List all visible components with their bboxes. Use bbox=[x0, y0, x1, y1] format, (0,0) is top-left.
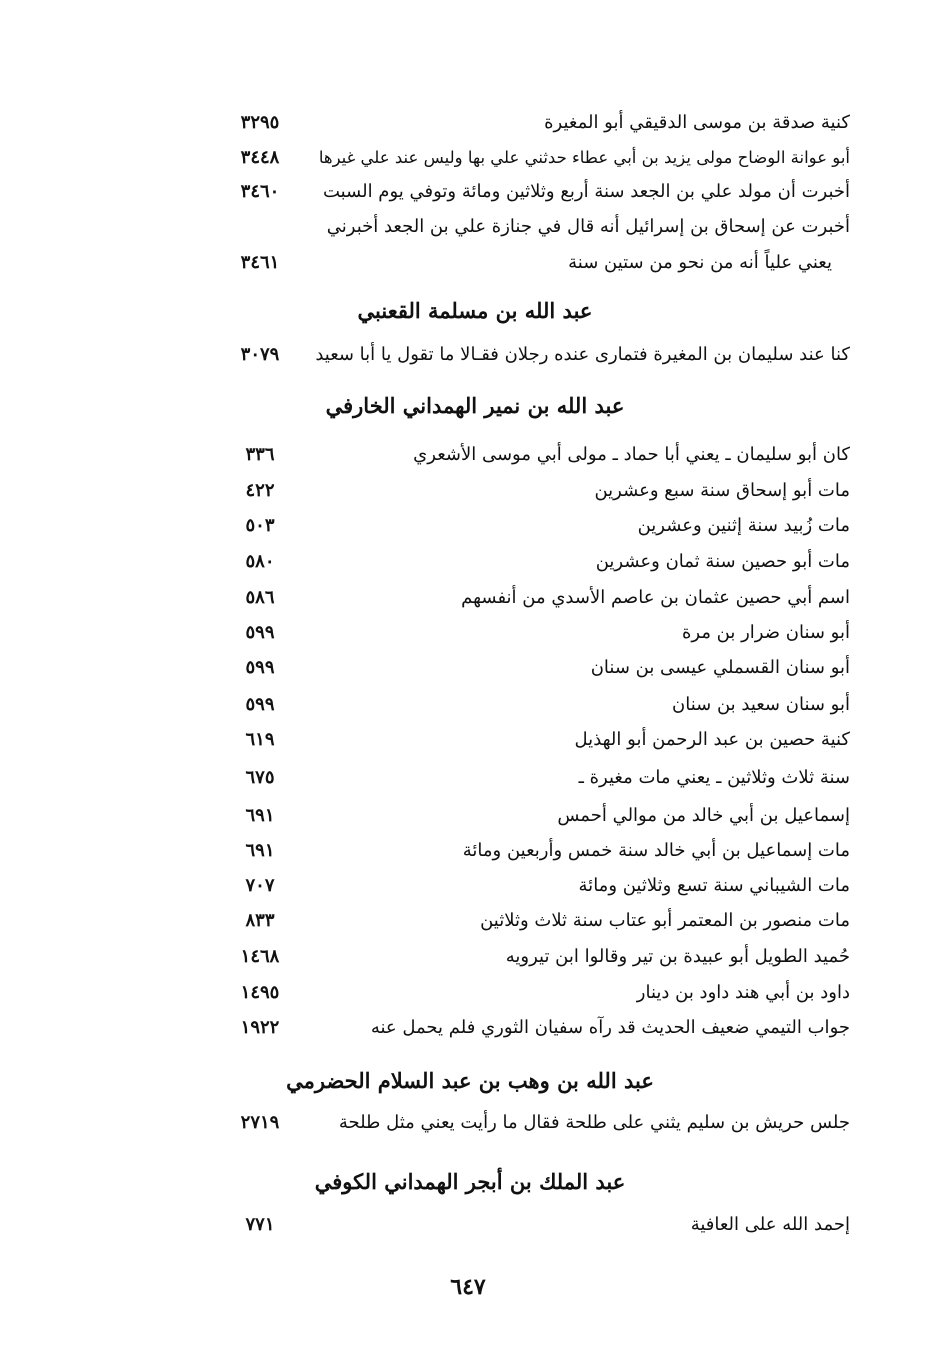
entry-row bbox=[225, 653, 850, 683]
entry-number: ٥٨٦ bbox=[245, 587, 275, 608]
entry-text: داود بن أبي هند داود بن دينار bbox=[636, 982, 850, 1003]
entry-text: أخبرت عن إسحاق بن إسرائيل أنه قال في جنازة علي بن الجعد أخبرني bbox=[326, 216, 850, 237]
entry-row bbox=[225, 763, 850, 793]
entry-number: ١٤٩٥ bbox=[240, 982, 280, 1003]
entry-row bbox=[225, 1013, 850, 1043]
entry-number: ٦١٩ bbox=[245, 729, 275, 750]
entry-row bbox=[225, 476, 850, 506]
entry-number: ٥٠٣ bbox=[245, 515, 275, 536]
entry-number: ٦٩١ bbox=[245, 840, 275, 861]
entry-text: كنية حصين بن عبد الرحمن أبو الهذيل bbox=[574, 729, 850, 750]
entry-text: حُميد الطويل أبو عبيدة بن تير وقالوا ابن تيرويه bbox=[505, 946, 850, 967]
entry-text: أبو عوانة الوضاح مولى يزيد بن أبي عطاء حدثني علي بها وليس عند علي غيرها bbox=[318, 148, 850, 167]
section-heading: عبد الله بن وهب بن عبد السلام الحضرمي bbox=[286, 1068, 654, 1093]
entry-row bbox=[225, 801, 850, 831]
entry-text: مات الشيباني سنة تسع وثلاثين ومائة bbox=[578, 875, 850, 896]
entry-row bbox=[225, 978, 850, 1008]
entry-number: ٣٤٦٠ bbox=[240, 181, 280, 202]
entry-number: ١٤٦٨ bbox=[240, 946, 280, 967]
entry-number: ٣٢٩٥ bbox=[240, 112, 280, 133]
entry-row bbox=[225, 871, 850, 901]
entry-row bbox=[225, 440, 850, 470]
entry-row bbox=[225, 725, 850, 755]
entry-number: ١٩٢٢ bbox=[240, 1017, 280, 1038]
entry-row bbox=[225, 583, 850, 613]
entry-text: أبو سنان سعيد بن سنان bbox=[672, 694, 850, 715]
entry-number: ٤٢٢ bbox=[245, 480, 275, 501]
entry-row bbox=[225, 690, 850, 720]
entry-number: ٥٩٩ bbox=[245, 657, 275, 678]
entry-number: ٣٠٧٩ bbox=[240, 344, 280, 365]
entry-number: ٢٧١٩ bbox=[240, 1112, 280, 1133]
entry-row bbox=[225, 1108, 850, 1138]
entry-number: ٣٤٤٨ bbox=[240, 147, 280, 168]
entry-number: ٦٧٥ bbox=[245, 767, 275, 788]
entry-row bbox=[225, 906, 850, 936]
entry-row bbox=[225, 340, 850, 370]
entry-text: أبو سنان ضرار بن مرة bbox=[681, 622, 850, 643]
entry-row bbox=[225, 212, 850, 242]
entry-row bbox=[225, 177, 850, 207]
entry-row bbox=[225, 143, 850, 173]
entry-number: ٥٨٠ bbox=[245, 551, 275, 572]
entry-text: كنية صدقة بن موسى الدقيقي أبو المغيرة bbox=[544, 112, 850, 133]
entry-number: ٨٣٣ bbox=[245, 910, 275, 931]
entry-text: مات أبو حصين سنة ثمان وعشرين bbox=[595, 551, 850, 572]
entry-number: ٧٧١ bbox=[245, 1214, 275, 1235]
entry-number: ٣٤٦١ bbox=[240, 252, 280, 273]
entry-row bbox=[225, 1210, 850, 1240]
section-heading: عبد الله بن نمير الهمداني الخارفي bbox=[325, 393, 625, 418]
entry-text: مات منصور بن المعتمر أبو عتاب سنة ثلاث وثلاثين bbox=[480, 910, 850, 931]
entry-number: ٥٩٩ bbox=[245, 694, 275, 715]
page-number: ٦٤٧ bbox=[450, 1274, 486, 1300]
entry-number: ٥٩٩ bbox=[245, 622, 275, 643]
entry-text: إسماعيل بن أبي خالد من موالي أحمس bbox=[557, 805, 850, 826]
entry-number: ٦٩١ bbox=[245, 805, 275, 826]
entry-text: أبو سنان القسملي عيسى بن سنان bbox=[590, 657, 850, 678]
entry-number: ٣٣٦ bbox=[245, 444, 275, 465]
entry-text: إحمد الله على العافية bbox=[690, 1214, 850, 1235]
entry-text: جواب التيمي ضعيف الحديث قد رآه سفيان الثوري فلم يحمل عنه bbox=[370, 1017, 850, 1038]
entry-text: مات زُبيد سنة إثنين وعشرين bbox=[637, 515, 850, 536]
entry-row bbox=[225, 108, 850, 138]
entry-row bbox=[225, 547, 850, 577]
entry-text: كنا عند سليمان بن المغيرة فتمارى عنده رجلان فقـالا ما تقول يا أبا سعيد bbox=[315, 344, 850, 365]
entry-number: ٧٠٧ bbox=[245, 875, 275, 896]
entry-text: اسم أبي حصين عثمان بن عاصم الأسدي من أنفسهم bbox=[461, 587, 850, 608]
entry-text: أخبرت أن مولد علي بن الجعد سنة أربع وثلاثين ومائة وتوفي يوم السبت bbox=[322, 181, 850, 202]
entry-text: سنة ثلاث وثلاثين ـ يعني مات مغيرة ـ bbox=[578, 767, 850, 788]
entry-text: مات أبو إسحاق سنة سبع وعشرين bbox=[594, 480, 850, 501]
section-heading: عبد الملك بن أبجر الهمداني الكوفي bbox=[314, 1169, 626, 1194]
entry-text: جلس حريش بن سليم يثني على طلحة فقال ما رأيت يعني مثل طلحة bbox=[338, 1112, 850, 1133]
entry-row bbox=[225, 248, 850, 278]
entry-row bbox=[225, 618, 850, 648]
section-heading: عبد الله بن مسلمة القعنبي bbox=[357, 298, 593, 323]
entry-row bbox=[225, 942, 850, 972]
entry-text: مات إسماعيل بن أبي خالد سنة خمس وأربعين ومائة bbox=[462, 840, 850, 861]
entry-text: يعني علياً أنه من نحو من ستين سنة bbox=[568, 252, 832, 273]
entry-text: كان أبو سليمان ـ يعني أبا حماد ـ مولى أبي موسى الأشعري bbox=[413, 444, 850, 465]
entry-row bbox=[225, 836, 850, 866]
entry-row bbox=[225, 511, 850, 541]
